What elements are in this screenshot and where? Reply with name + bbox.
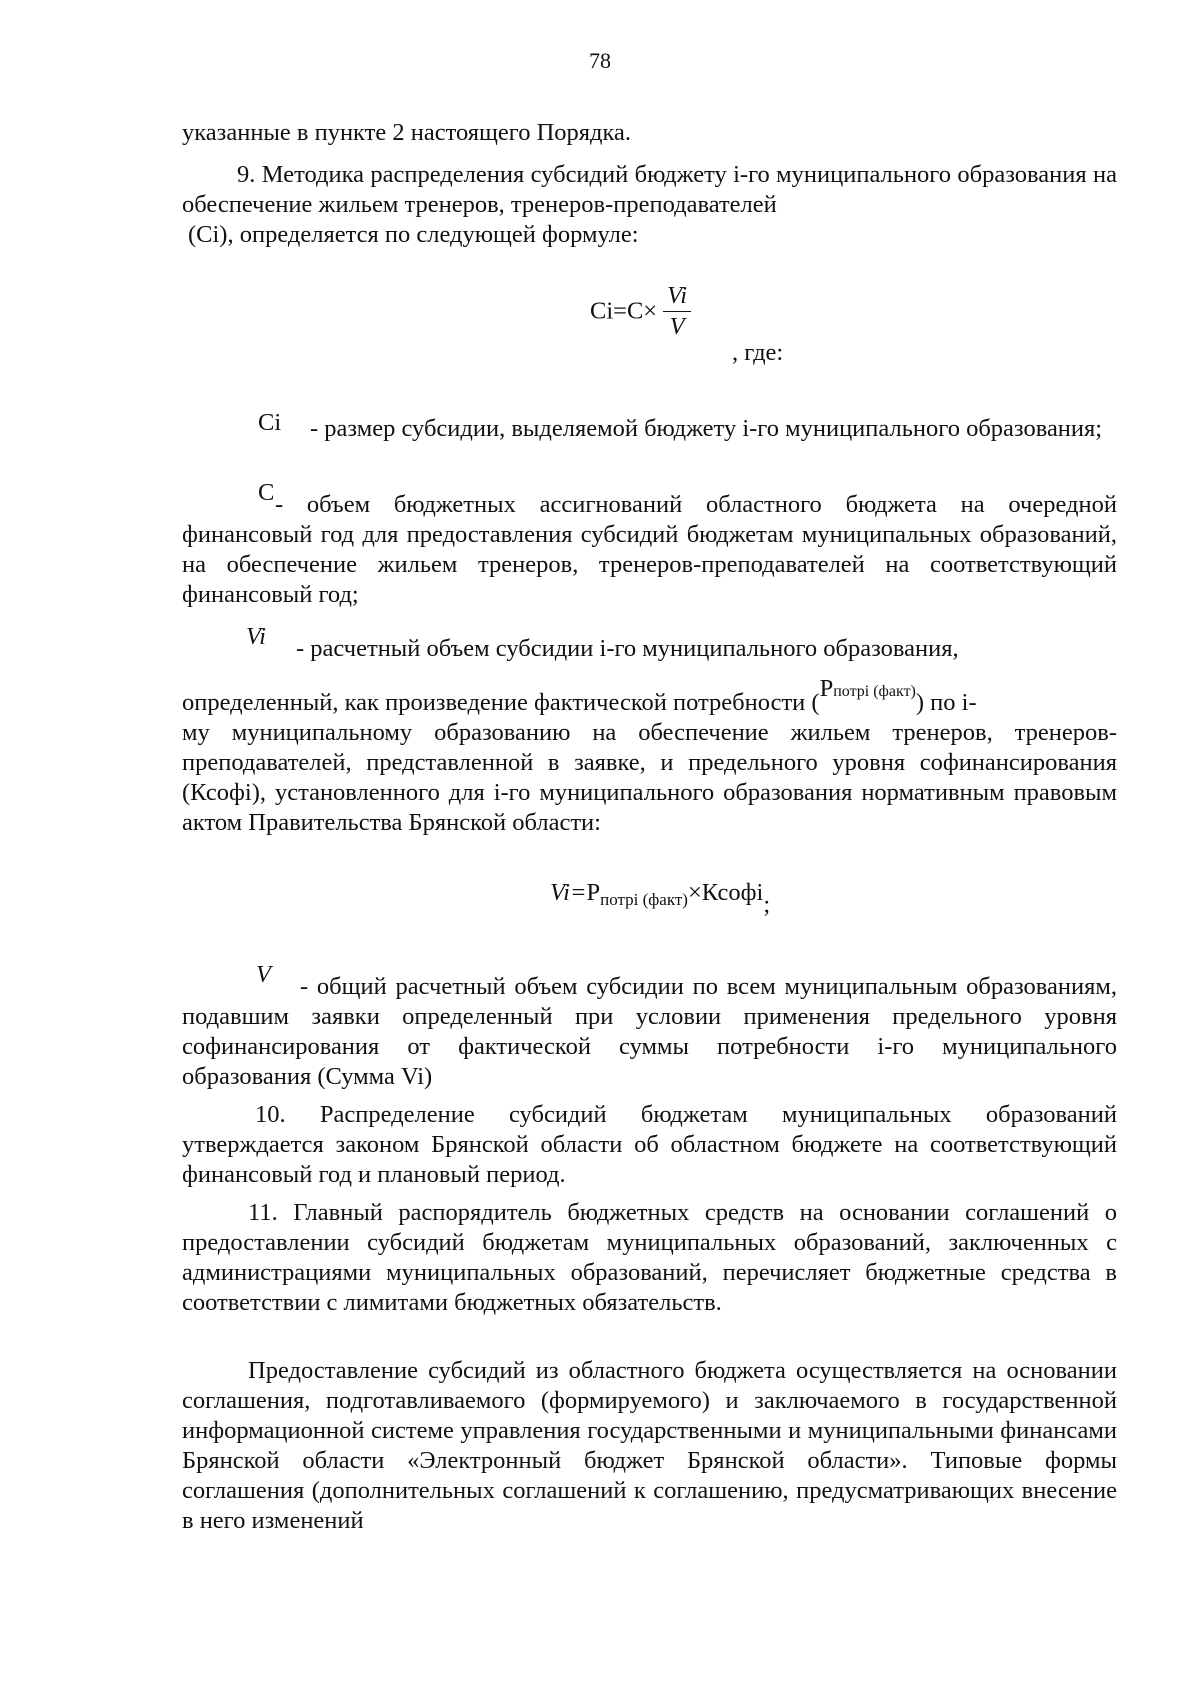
formula-ci <box>590 282 691 341</box>
paragraph-intro: указанные в пункте 2 настоящего Порядка. <box>182 119 632 146</box>
definition-vi-line2-post: ) по i- <box>915 689 977 716</box>
page-number: 78 <box>589 48 611 73</box>
formula-ci-tail: , где: <box>732 339 784 366</box>
definition-vi-rest: му муниципальному образованию на обеспечение жильем тренеров, тренеров-преподавателей, представленной в заявке, и предельного уровня софинансирования (Ксофi), установленного для i-го муниципального образования нормативным правовым актом Правительства Брянской области: <box>182 719 1117 836</box>
definition-vi-second-line <box>182 675 1117 721</box>
paragraph-9: 9. Методика распределения субсидий бюджету i-го муниципального образования на обеспечение жильем тренеров, тренеров-преподавателей <box>182 161 1117 218</box>
paragraph-10: 10. Распределение субсидий бюджетам муниципальных образований утверждается законом Брянской области об областном бюджете на соответствующий финансовый год и плановый период. <box>182 1101 1117 1188</box>
formula-ci-lhs: Ci=С× <box>590 297 658 325</box>
definition-v: - общий расчетный объем субсидии по всем муниципальным образованиям, подавшим заявки определенный при условии применения предельного уровня софинансирования от фактической суммы потребности i-го муниципального образования (Сумма Vi) <box>182 973 1117 1090</box>
definition-vi-line2-pre: определенный, как произведение фактической потребности ( <box>182 689 820 716</box>
symbol-c: C <box>258 479 275 506</box>
formula-vi-tail: ; <box>763 891 771 918</box>
symbol-v: V <box>256 961 271 988</box>
formula-vi-p-subscript: потрi (факт) <box>600 890 688 909</box>
formula-vi-rhs: ×Ксофi <box>687 879 764 906</box>
paragraph-11: 11. Главный распорядитель бюджетных средств на основании соглашений о предоставлении субсидий бюджетам муниципальных образований, заключенных с администрациями муниципальных образований, перечисляет бюджетные средства в соответствии с лимитами бюджетных обязательств. <box>182 1199 1117 1316</box>
formula-vi-p: P <box>586 879 601 906</box>
formula-ci-denominator: V <box>669 313 685 340</box>
paragraph-9-end: (Ci), определяется по следующей формуле: <box>188 221 639 248</box>
formula-ci-fraction <box>663 282 691 341</box>
formula-vi-lhs: Vi= <box>550 879 587 906</box>
paragraph-12: Предоставление субсидий из областного бюджета осуществляется на основании соглашения, подготавливаемого (формируемого) и заключаемого в государственной информационной системе управления государственными и муниципальными финансами Брянской области «Электронный бюджет Брянской области». Типовые формы соглашения (дополнительных соглашений к соглашению, предусматривающих внесение в него изменений <box>182 1357 1117 1534</box>
definition-vi-p-symbol: P <box>819 675 834 702</box>
definition-vi-p-subscript: потрi (факт) <box>833 683 916 700</box>
formula-vi <box>550 878 771 918</box>
symbol-vi: Vi <box>246 623 266 650</box>
formula-ci-numerator: Vi <box>663 282 691 312</box>
definition-vi-first-line: - расчетный объем субсидии i-го муниципального образования, <box>296 635 959 662</box>
definition-ci: - размер субсидии, выделяемой бюджету i-го муниципального образования; <box>310 415 1103 442</box>
definition-c: - объем бюджетных ассигнований областного бюджета на очередной финансовый год для предоставления субсидий бюджетам муниципальных образований, на обеспечение жильем тренеров, тренеров-преподавателей на соответствующий финансовый год; <box>182 491 1117 608</box>
symbol-ci: Ci <box>258 409 282 436</box>
